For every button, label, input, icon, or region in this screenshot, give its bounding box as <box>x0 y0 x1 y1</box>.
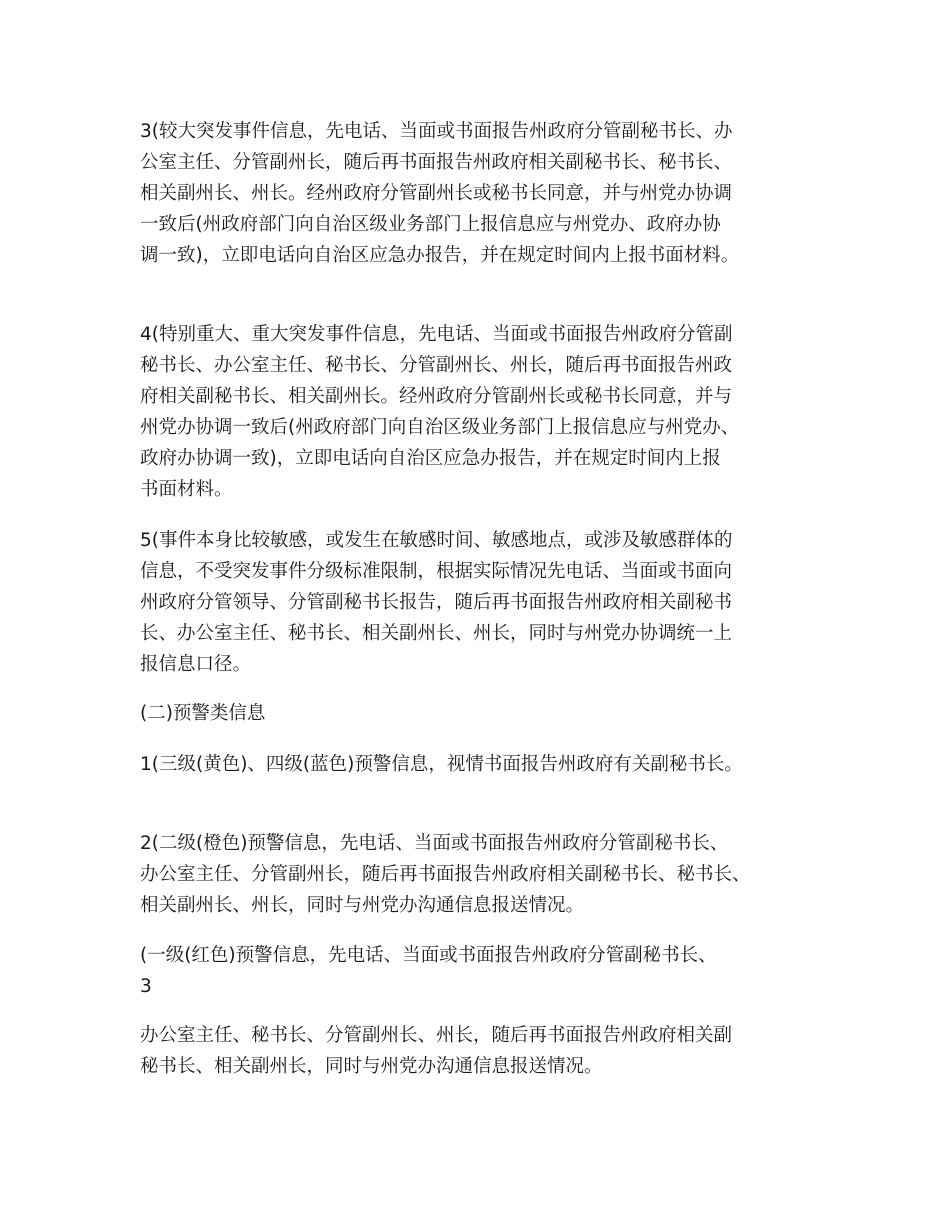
paragraph-5-sensitive-events <box>140 525 830 680</box>
text-line: 相关副州长、州长，同时与州党办沟通信息报送情况。 <box>140 895 585 916</box>
text-line: 信息，不受突发事件分级标准限制，根据实际情况先电话、当面或书面向 <box>140 561 733 582</box>
text-line: 书面材料。 <box>140 479 233 500</box>
text-line: 公室主任、分管副州长，随后再书面报告州政府相关副秘书长、秘书长、 <box>140 152 733 173</box>
text-line: 1(三级(黄色)、四级(蓝色)预警信息，视情书面报告州政府有关副秘书长。 <box>140 754 743 775</box>
paragraph-warning-3-red-continued <box>140 1020 830 1082</box>
text-line: (二)预警类信息 <box>140 703 266 724</box>
text-line: 一致后(州政府部门向自治区级业务部门上报信息应与州党办、政府办协 <box>140 214 721 235</box>
text-line: (一级(红色)预警信息，先电话、当面或书面报告州政府分管副秘书长、 <box>140 945 717 966</box>
text-line: 秘书长、办公室主任、秘书长、分管副州长、州长，随后再书面报告州政 <box>140 355 733 376</box>
paragraph-3-larger-emergency <box>140 116 830 271</box>
text-line: 州政府分管领导、分管副秘书长报告，随后再书面报告州政府相关副秘书 <box>140 592 733 613</box>
text-line: 州党办协调一致后(州政府部门向自治区级业务部门上报信息应与州党办、 <box>140 417 740 438</box>
text-line: 调一致)，立即电话向自治区应急办报告，并在规定时间内上报书面材料。 <box>140 245 740 266</box>
text-line: 5(事件本身比较敏感，或发生在敏感时间、敏感地点，或涉及敏感群体的 <box>140 530 733 551</box>
text-line: 报信息口径。 <box>140 654 252 675</box>
paragraph-warning-1-yellow-blue <box>140 749 830 780</box>
text-line: 4(特别重大、重大突发事件信息，先电话、当面或书面报告州政府分管副 <box>140 324 733 345</box>
text-line: 办公室主任、分管副州长，随后再书面报告州政府相关副秘书长、秘书长、 <box>140 864 751 885</box>
text-line: 府相关副秘书长、相关副州长。经州政府分管副州长或秘书长同意，并与 <box>140 386 733 407</box>
text-line: 长、办公室主任、秘书长、相关副州长、州长，同时与州党办协调统一上 <box>140 623 733 644</box>
text-line: 政府办协调一致)，立即电话向自治区应急办报告，并在规定时间内上报 <box>140 448 721 469</box>
text-line: 办公室主任、秘书长、分管副州长、州长，随后再书面报告州政府相关副 <box>140 1025 733 1046</box>
paragraph-warning-2-orange <box>140 828 830 921</box>
paragraph-warning-3-red <box>140 940 830 1002</box>
text-line: 秘书长、相关副州长，同时与州党办沟通信息报送情况。 <box>140 1056 603 1077</box>
text-line: 2(二级(橙色)预警信息，先电话、当面或书面报告州政府分管副秘书长、 <box>140 833 729 854</box>
section-heading-warning-info <box>140 698 830 729</box>
text-line: 3(较大突发事件信息，先电话、当面或书面报告州政府分管副秘书长、办 <box>140 121 733 142</box>
paragraph-4-major-emergency <box>140 319 830 505</box>
text-line: 3 <box>140 976 152 997</box>
text-line: 相关副州长、州长。经州政府分管副州长或秘书长同意，并与州党办协调 <box>140 183 733 204</box>
